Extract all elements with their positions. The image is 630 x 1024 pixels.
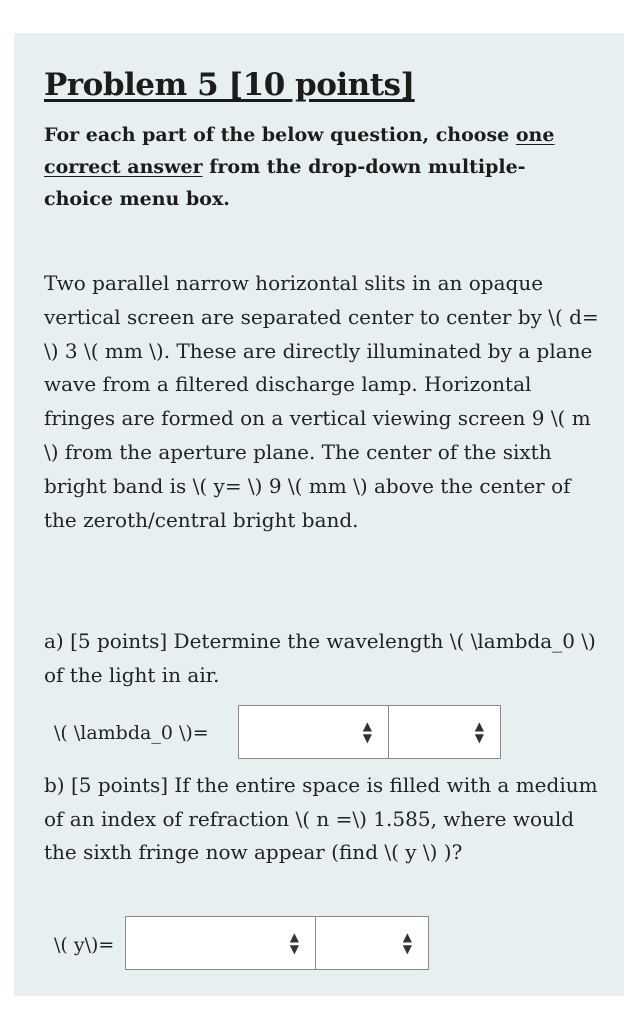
- question-panel: [14, 33, 624, 996]
- instructions-text-1: For each part of the below question, choose: [44, 124, 516, 146]
- part-b-question: b) [5 points] If the entire space is filled with a medium of an index of refraction \( n =\) 1.585, where would the sixth fringe now appear (find \( y \) )?: [44, 773, 598, 864]
- instructions-emphasis-correct-answer: correct answer: [44, 156, 203, 178]
- problem-statement: Two parallel narrow horizontal slits in an opaque vertical screen are separated center to center by \( d= \) 3 \( mm \). These are directly illuminated by a plane wave from a filtered discharge lamp. Horizontal fringes are formed on a vertical viewing screen 9 \( m \) from the aperture plane. The center of the sixth bright band is \( y= \) 9 \( mm \) above the center of the zeroth/central bright band.: [44, 271, 599, 532]
- part-a-value-dropdown[interactable]: [238, 705, 389, 759]
- part-a-unit-dropdown[interactable]: [388, 705, 501, 759]
- part-b-answer-label: \( y\)=: [54, 934, 115, 956]
- part-b-value-dropdown[interactable]: [125, 916, 316, 970]
- part-b-unit-dropdown[interactable]: [315, 916, 429, 970]
- problem-title: Problem 5 [10 points]: [44, 67, 415, 103]
- select-arrows-icon: ▲ ▼: [362, 719, 372, 745]
- select-arrows-icon: ▲ ▼: [474, 719, 484, 745]
- instructions-emphasis-one: one: [515, 124, 555, 146]
- instructions: [44, 119, 584, 215]
- part-a-answer-label: \( \lambda_0 \)=: [54, 722, 209, 744]
- part-a-question: a) [5 points] Determine the wavelength \( \lambda_0 \) of the light in air.: [44, 629, 596, 687]
- select-arrows-icon: ▲ ▼: [402, 930, 412, 956]
- instructions-text-3: from the drop-down multiple-choice menu box.: [44, 156, 526, 210]
- select-arrows-icon: ▲ ▼: [289, 930, 299, 956]
